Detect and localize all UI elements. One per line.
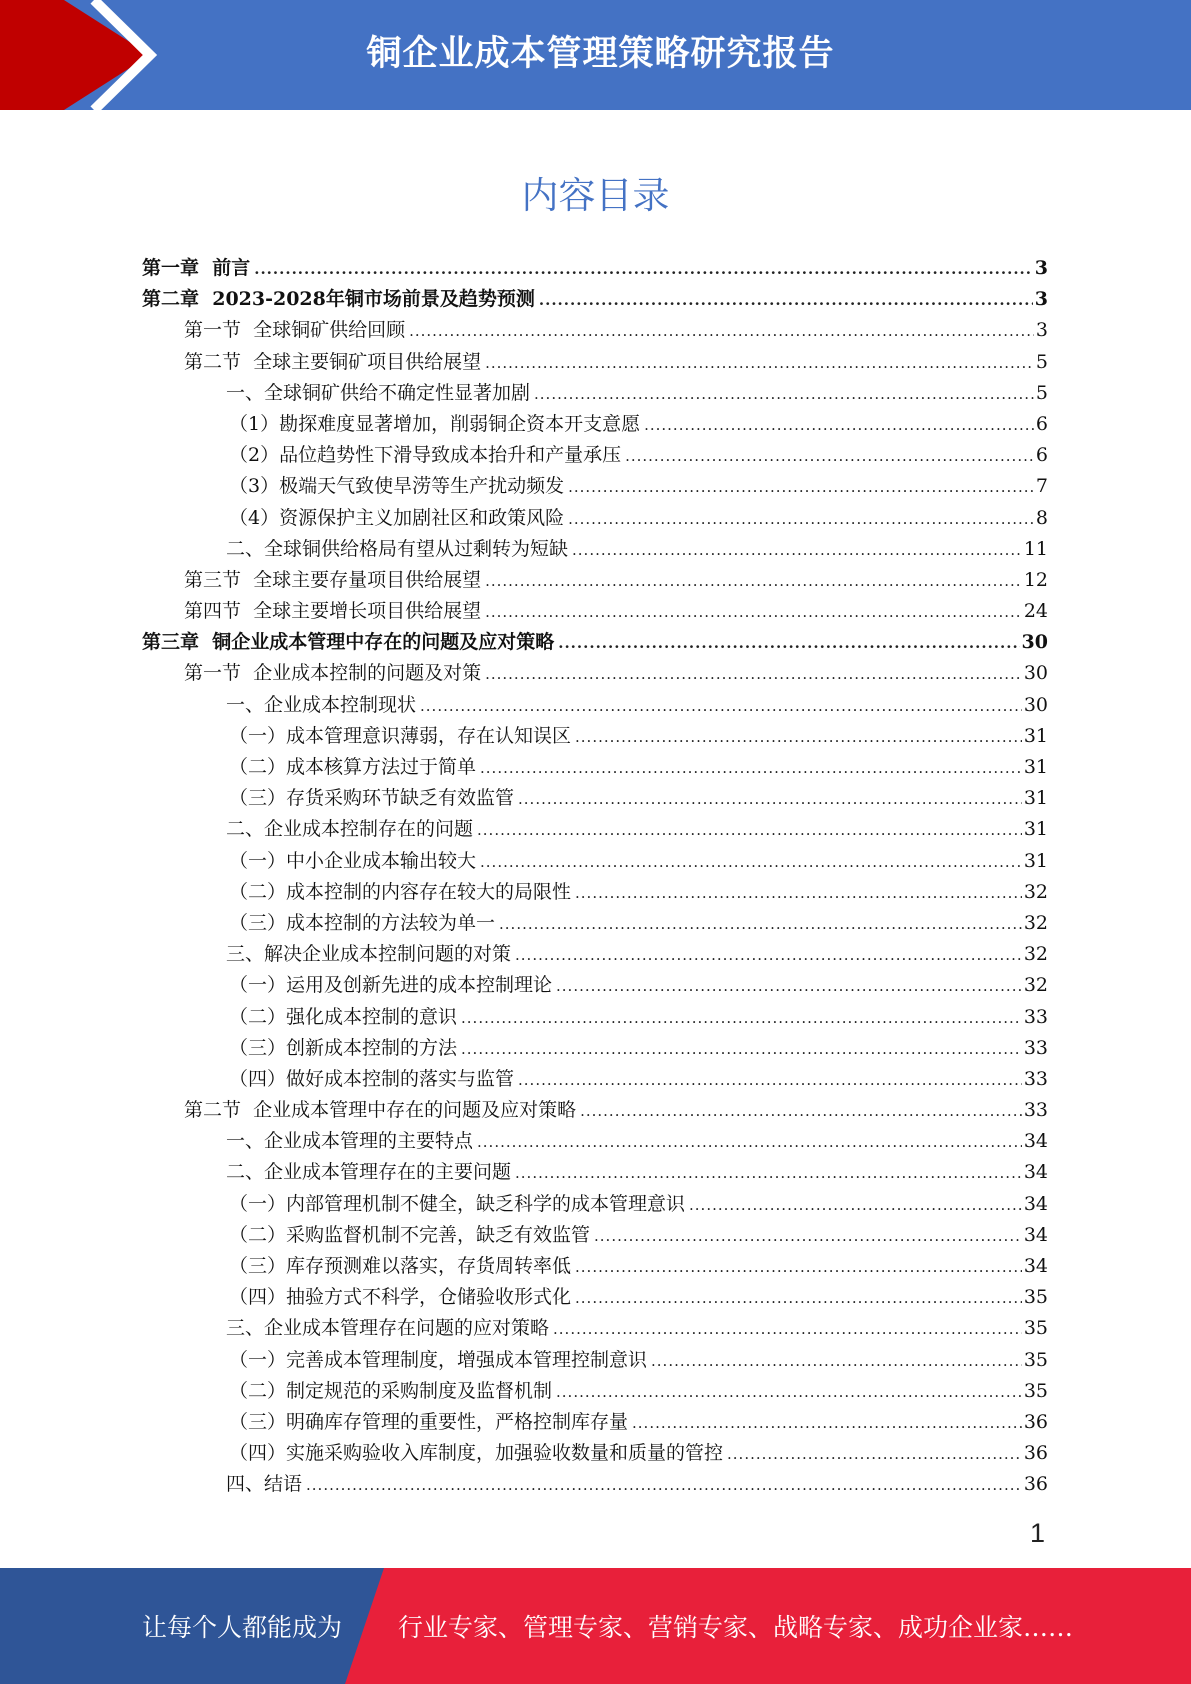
toc-entry[interactable] <box>142 534 1048 565</box>
toc-entry-page: 36 <box>1023 1442 1048 1465</box>
toc-dot-leader <box>575 1283 1022 1314</box>
toc-dot-leader <box>485 597 1022 628</box>
toc-entry-title: 一、全球铜矿供给不确定性显著加剧 <box>226 381 531 404</box>
toc-dot-leader <box>485 659 1022 690</box>
toc-entry[interactable] <box>142 315 1048 346</box>
toc-entry-title: （一）成本管理意识薄弱，存在认知误区 <box>229 724 572 747</box>
toc-entry-page: 32 <box>1023 974 1048 997</box>
toc-dot-leader <box>409 316 1034 347</box>
toc-entry[interactable] <box>142 565 1048 596</box>
toc-entry-page: 6 <box>1035 444 1048 467</box>
toc-entry-page: 31 <box>1023 849 1048 872</box>
toc-dot-leader <box>651 1346 1022 1377</box>
toc-entry[interactable] <box>142 378 1048 409</box>
toc-dot-leader <box>575 878 1022 909</box>
toc-entry-page: 30 <box>1021 631 1048 654</box>
toc-entry-page: 35 <box>1023 1317 1048 1340</box>
toc-entry-title: 一、企业成本管理的主要特点 <box>226 1130 474 1153</box>
toc-entry-page: 6 <box>1035 412 1048 435</box>
toc-entry[interactable] <box>142 409 1048 440</box>
toc-entry[interactable] <box>142 1282 1048 1313</box>
toc-entry[interactable] <box>142 1189 1048 1220</box>
footer-slogan-left: 让每个人都能成为 <box>142 1613 343 1642</box>
toc-heading: 内容目录 <box>521 174 670 217</box>
toc-entry-title: （四）抽验方式不科学，仓储验收形式化 <box>229 1286 572 1309</box>
toc-dot-leader <box>499 909 1022 940</box>
toc-entry-title: （二）制定规范的采购制度及监督机制 <box>229 1379 553 1402</box>
toc-entry[interactable] <box>142 690 1048 721</box>
toc-entry-page: 3 <box>1034 288 1048 311</box>
toc-entry[interactable] <box>142 1345 1048 1376</box>
toc-entry-title: 第四节 全球主要增长项目供给展望 <box>184 600 482 623</box>
toc-entry-title: （三）成本控制的方法较为单一 <box>229 911 496 934</box>
toc-dot-leader <box>480 847 1022 878</box>
toc-dot-leader <box>461 1003 1022 1034</box>
toc-entry-title: 二、全球铜供给格局有望从过剩转为短缺 <box>226 537 569 560</box>
toc-entry[interactable] <box>142 970 1048 1001</box>
toc-entry-title: 第一节 全球铜矿供给回顾 <box>184 319 406 342</box>
toc-entry-page: 24 <box>1023 600 1048 623</box>
toc-entry[interactable] <box>142 627 1048 658</box>
toc-entry[interactable] <box>142 877 1048 908</box>
toc-dot-leader <box>553 1314 1022 1345</box>
toc-entry-title: 三、解决企业成本控制问题的对策 <box>226 943 512 966</box>
toc-entry[interactable] <box>142 471 1048 502</box>
toc-entry[interactable] <box>142 1376 1048 1407</box>
toc-entry-page: 3 <box>1034 257 1048 279</box>
toc-entry-page: 33 <box>1023 1099 1048 1122</box>
toc-entry-page: 31 <box>1023 787 1048 810</box>
toc-entry-page: 32 <box>1023 880 1048 903</box>
toc-dot-leader <box>534 379 1034 410</box>
toc-dot-leader <box>556 1377 1022 1408</box>
toc-entry-title: 第三节 全球主要存量项目供给展望 <box>184 568 482 591</box>
toc-entry-title: 一、企业成本控制现状 <box>226 693 417 716</box>
toc-entry-page: 31 <box>1023 756 1048 778</box>
toc-entry-page: 34 <box>1023 1223 1048 1246</box>
toc-dot-leader <box>306 1470 1022 1501</box>
toc-entry-title: （一）完善成本管理制度，增强成本管理控制意识 <box>229 1348 648 1371</box>
toc-dot-leader <box>515 940 1022 971</box>
toc-dot-leader <box>461 1034 1022 1065</box>
toc-dot-leader <box>727 1439 1022 1470</box>
toc-entry-title: （3）极端天气致使旱涝等生产扰动频发 <box>229 475 565 498</box>
toc-entry-title: （三）存货采购环节缺乏有效监管 <box>229 787 515 810</box>
toc-entry-title: （一）中小企业成本输出较大 <box>229 849 477 872</box>
toc-entry[interactable] <box>142 1033 1048 1064</box>
toc-entry-page: 36 <box>1023 1473 1048 1496</box>
toc-entry-page: 35 <box>1023 1379 1048 1402</box>
toc-entry[interactable] <box>142 1157 1048 1188</box>
table-of-contents <box>142 253 1048 1501</box>
toc-entry-page: 33 <box>1023 1036 1048 1059</box>
toc-dot-leader <box>485 348 1034 379</box>
toc-entry[interactable] <box>142 846 1048 877</box>
toc-entry-title: 第二章 2023-2028年铜市场前景及趋势预测 <box>142 288 535 311</box>
toc-entry-page: 12 <box>1023 568 1048 591</box>
toc-dot-leader <box>575 722 1022 753</box>
toc-dot-leader <box>572 535 1022 566</box>
toc-entry-title: （二）强化成本控制的意识 <box>229 1005 458 1028</box>
toc-dot-leader <box>575 1252 1022 1283</box>
footer-banner <box>0 1568 1191 1684</box>
toc-entry[interactable] <box>142 253 1048 284</box>
toc-dot-leader <box>518 1065 1022 1096</box>
toc-entry-page: 34 <box>1023 1255 1048 1277</box>
toc-dot-leader <box>556 971 1022 1002</box>
toc-dot-leader <box>518 784 1022 815</box>
toc-entry-page: 34 <box>1023 1130 1048 1153</box>
toc-dot-leader <box>477 815 1022 846</box>
toc-entry-title: （二）采购监督机制不完善，缺乏有效监管 <box>229 1223 591 1246</box>
toc-dot-leader <box>632 1408 1022 1439</box>
toc-entry-title: 二、企业成本管理存在的主要问题 <box>226 1161 512 1184</box>
toc-entry-title: （2）品位趋势性下滑导致成本抬升和产量承压 <box>229 444 622 467</box>
toc-entry-page: 34 <box>1023 1161 1048 1184</box>
toc-entry-page: 34 <box>1023 1192 1048 1215</box>
toc-entry-title: 第三章 铜企业成本管理中存在的问题及应对策略 <box>142 631 555 654</box>
toc-entry-title: 第二节 企业成本管理中存在的问题及应对策略 <box>184 1099 577 1122</box>
toc-entry-page: 36 <box>1023 1410 1048 1433</box>
toc-entry-page: 8 <box>1035 506 1048 529</box>
toc-entry-page: 5 <box>1035 350 1048 373</box>
toc-entry-title: 二、企业成本控制存在的问题 <box>226 818 474 841</box>
toc-dot-leader <box>625 441 1034 472</box>
toc-entry[interactable] <box>142 658 1048 689</box>
toc-dot-leader <box>568 472 1034 503</box>
toc-entry-title: 四、结语 <box>226 1473 303 1496</box>
toc-entry-title: （二）成本控制的内容存在较大的局限性 <box>229 880 572 903</box>
toc-entry-title: （四）实施采购验收入库制度，加强验收数量和质量的管控 <box>229 1442 724 1465</box>
toc-entry-page: 30 <box>1023 662 1048 685</box>
toc-entry[interactable] <box>142 1469 1048 1500</box>
toc-entry[interactable] <box>142 752 1048 783</box>
toc-dot-leader <box>644 410 1034 441</box>
toc-entry-page: 33 <box>1023 1067 1048 1090</box>
toc-entry[interactable] <box>142 503 1048 534</box>
toc-dot-leader <box>594 1221 1022 1252</box>
toc-entry-page: 30 <box>1023 693 1048 716</box>
toc-dot-leader <box>477 1127 1022 1158</box>
toc-entry-page: 11 <box>1023 537 1048 560</box>
toc-entry-page: 3 <box>1035 319 1048 342</box>
toc-entry[interactable] <box>142 1313 1048 1344</box>
report-title: 铜企业成本管理策略研究报告 <box>366 34 835 74</box>
toc-entry[interactable] <box>142 1407 1048 1438</box>
toc-entry[interactable] <box>142 1095 1048 1126</box>
toc-entry-page: 5 <box>1035 381 1048 404</box>
toc-entry[interactable] <box>142 347 1048 378</box>
toc-entry[interactable] <box>142 1064 1048 1095</box>
toc-entry-page: 32 <box>1023 911 1048 934</box>
toc-entry-title: （4）资源保护主义加剧社区和政策风险 <box>229 506 565 529</box>
toc-entry[interactable] <box>142 939 1048 970</box>
toc-dot-leader <box>420 691 1022 722</box>
toc-dot-leader <box>568 504 1034 535</box>
toc-entry[interactable] <box>142 814 1048 845</box>
toc-entry-title: （四）做好成本控制的落实与监管 <box>229 1067 515 1090</box>
toc-entry-page: 7 <box>1035 475 1048 498</box>
toc-entry-title: 第二节 全球主要铜矿项目供给展望 <box>184 350 482 373</box>
toc-entry[interactable] <box>142 721 1048 752</box>
toc-dot-leader <box>515 1158 1022 1189</box>
toc-entry-page: 31 <box>1023 818 1048 841</box>
footer-slogan-right: 行业专家、管理专家、营销专家、战略专家、成功企业家…… <box>398 1613 1074 1642</box>
toc-entry-page: 35 <box>1023 1348 1048 1371</box>
toc-entry-page: 33 <box>1023 1005 1048 1028</box>
toc-dot-leader <box>485 566 1022 597</box>
toc-entry-title: （三）库存预测难以落实，存货周转率低 <box>229 1255 572 1277</box>
toc-dot-leader <box>580 1096 1022 1127</box>
toc-entry-page: 32 <box>1023 943 1048 966</box>
toc-dot-leader <box>689 1190 1022 1221</box>
toc-entry[interactable] <box>142 596 1048 627</box>
toc-entry-title: （三）明确库存管理的重要性，严格控制库存量 <box>229 1410 629 1433</box>
toc-entry[interactable] <box>142 783 1048 814</box>
toc-entry-title: （1）勘探难度显著增加，削弱铜企资本开支意愿 <box>229 412 641 435</box>
page-number: 1 <box>1030 1518 1046 1548</box>
toc-dot-leader <box>558 628 1019 659</box>
toc-entry-title: （三）创新成本控制的方法 <box>229 1036 458 1059</box>
toc-entry[interactable] <box>142 284 1048 315</box>
toc-entry-page: 31 <box>1023 724 1048 747</box>
toc-dot-leader <box>254 254 1033 285</box>
toc-dot-leader <box>539 285 1033 316</box>
toc-entry-title: （一）内部管理机制不健全，缺乏科学的成本管理意识 <box>229 1192 686 1215</box>
toc-dot-leader <box>480 753 1022 784</box>
toc-entry-page: 35 <box>1023 1286 1048 1309</box>
toc-entry[interactable] <box>142 1220 1048 1251</box>
toc-entry-title: （一）运用及创新先进的成本控制理论 <box>229 974 553 997</box>
toc-entry[interactable] <box>142 440 1048 471</box>
toc-entry[interactable] <box>142 1002 1048 1033</box>
toc-entry[interactable] <box>142 908 1048 939</box>
toc-entry[interactable] <box>142 1251 1048 1282</box>
toc-entry-title: 三、企业成本管理存在问题的应对策略 <box>226 1317 550 1340</box>
toc-entry-title: 第一节 企业成本控制的问题及对策 <box>184 662 482 685</box>
toc-entry-title: （二）成本核算方法过于简单 <box>229 756 477 778</box>
toc-entry[interactable] <box>142 1438 1048 1469</box>
toc-entry[interactable] <box>142 1126 1048 1157</box>
header-banner <box>0 0 1191 110</box>
toc-entry-title: 第一章 前言 <box>142 257 251 279</box>
